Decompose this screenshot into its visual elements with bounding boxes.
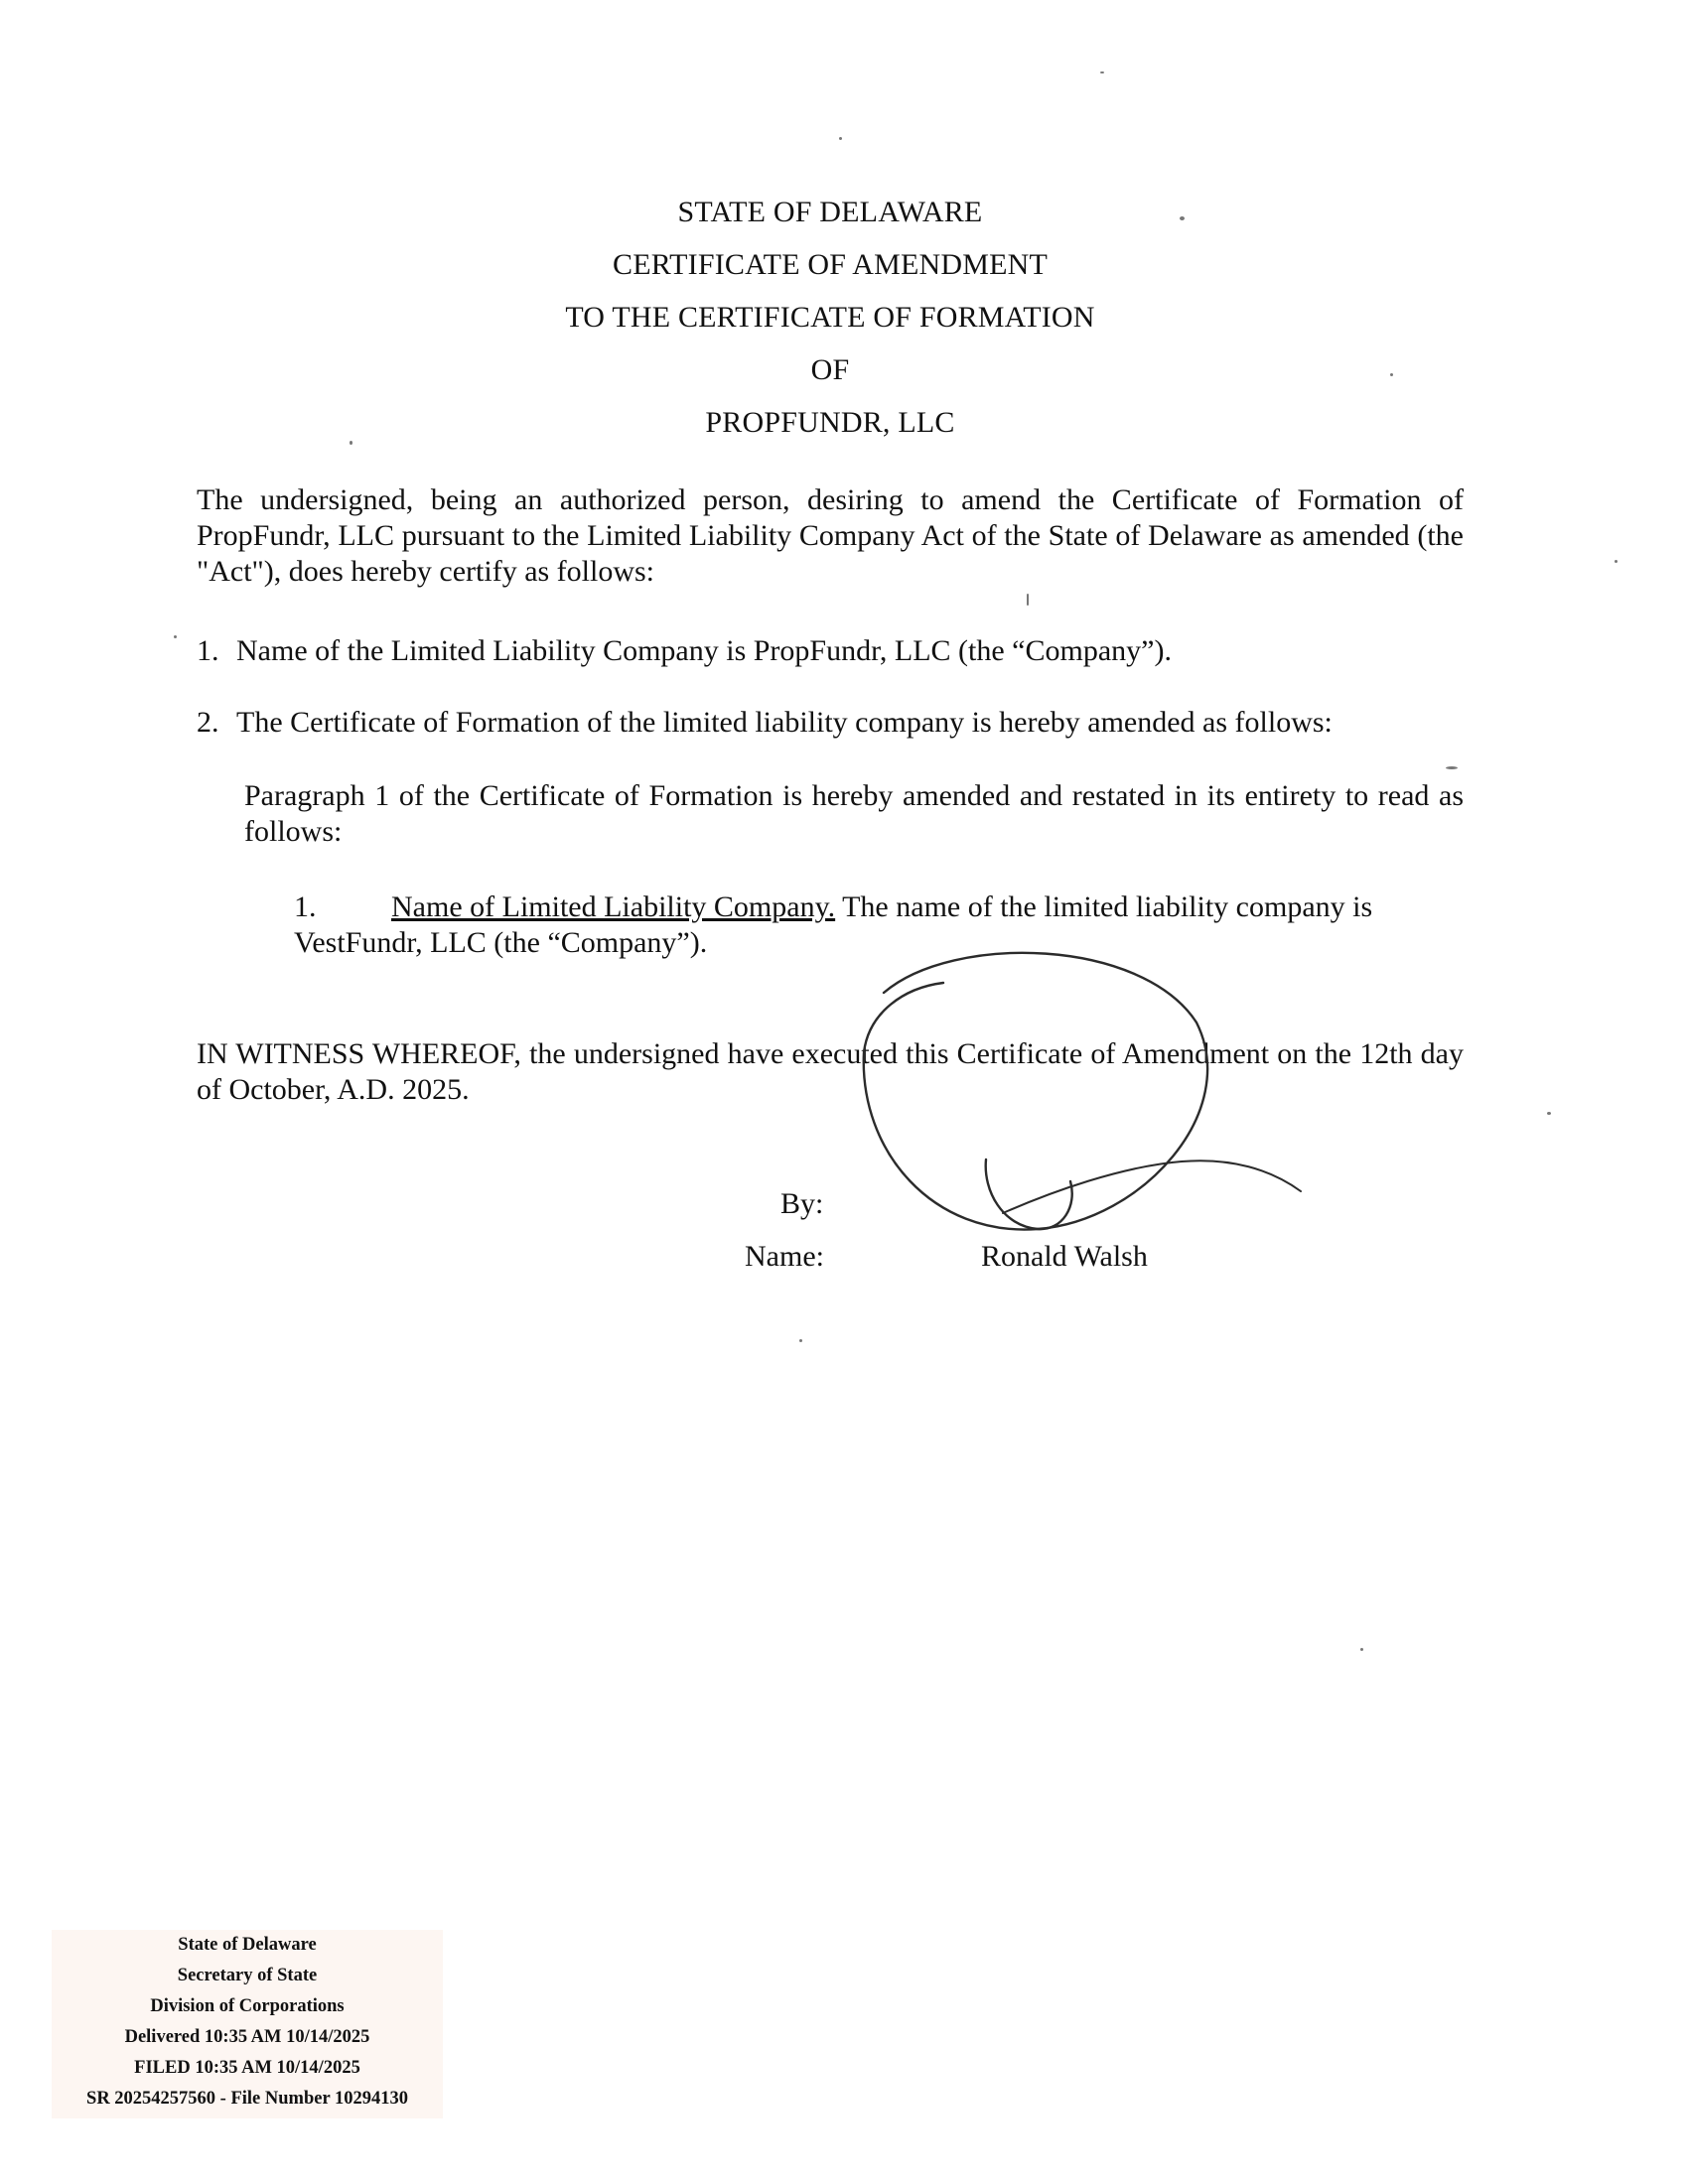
scan-speck [1446,766,1458,769]
scan-speck [1615,560,1618,563]
filing-stamp [52,1930,443,2118]
stamp-line-division: Division of Corporations [150,1996,345,2016]
scan-speck [1180,216,1185,220]
stamp-line-secretary: Secretary of State [177,1966,318,1985]
amendment-intro: Paragraph 1 of the Certificate of Formation is hereby amended and restated in its entirety to read as follows: [244,779,1464,848]
title-formation: TO THE CERTIFICATE OF FORMATION [565,301,1095,334]
signer-name: Ronald Walsh [981,1240,1148,1273]
stamp-line-delivered: Delivered 10:35 AM 10/14/2025 [124,2027,370,2047]
scan-speck [1360,1648,1363,1651]
item-2-text: The Certificate of Formation of the limited liability company is hereby amended as follows: [236,706,1333,739]
clause-number: 1. [294,890,317,923]
title-certificate: CERTIFICATE OF AMENDMENT [612,248,1048,281]
item-1 [197,633,1464,669]
item-2-number: 2. [197,706,219,739]
name-label: Name: [745,1240,824,1273]
item-2 [197,705,1464,741]
scan-speck [350,441,352,445]
title-of: OF [810,353,850,386]
title-company: PROPFUNDR, LLC [705,406,955,439]
stamp-line-filed: FILED 10:35 AM 10/14/2025 [134,2058,360,2078]
handwritten-signature [844,943,1311,1261]
title-state: STATE OF DELAWARE [677,196,983,228]
scan-speck [839,137,842,140]
intro-paragraph: The undersigned, being an authorized person, desiring to amend the Certificate of Formation of PropFundr, LLC pursuant to the Limited Liability Company Act of the State of Delaware as amended (the "Act"), does hereby certify as follows: [197,483,1464,588]
item-1-text: Name of the Limited Liability Company is PropFundr, LLC (the “Company”). [236,634,1172,667]
scan-speck [1547,1112,1551,1115]
scan-speck [1100,71,1104,73]
scan-speck [1027,594,1029,606]
scan-speck [799,1339,802,1342]
scan-speck [1390,373,1393,376]
stamp-line-state: State of Delaware [178,1935,317,1955]
by-label: By: [780,1187,824,1220]
stamp-line-file-number: SR 20254257560 - File Number 10294130 [86,2089,408,2109]
item-1-number: 1. [197,634,219,667]
scan-speck [174,635,177,638]
clause-title: Name of Limited Liability Company. [391,890,836,923]
clause-text: The name of the limited liability company is VestFundr, LLC (the “Company”). [294,890,1373,959]
witness-paragraph: IN WITNESS WHEREOF, the undersigned have executed this Certificate of Amendment on the 12th day of October, A.D. 2025. [197,1037,1464,1106]
